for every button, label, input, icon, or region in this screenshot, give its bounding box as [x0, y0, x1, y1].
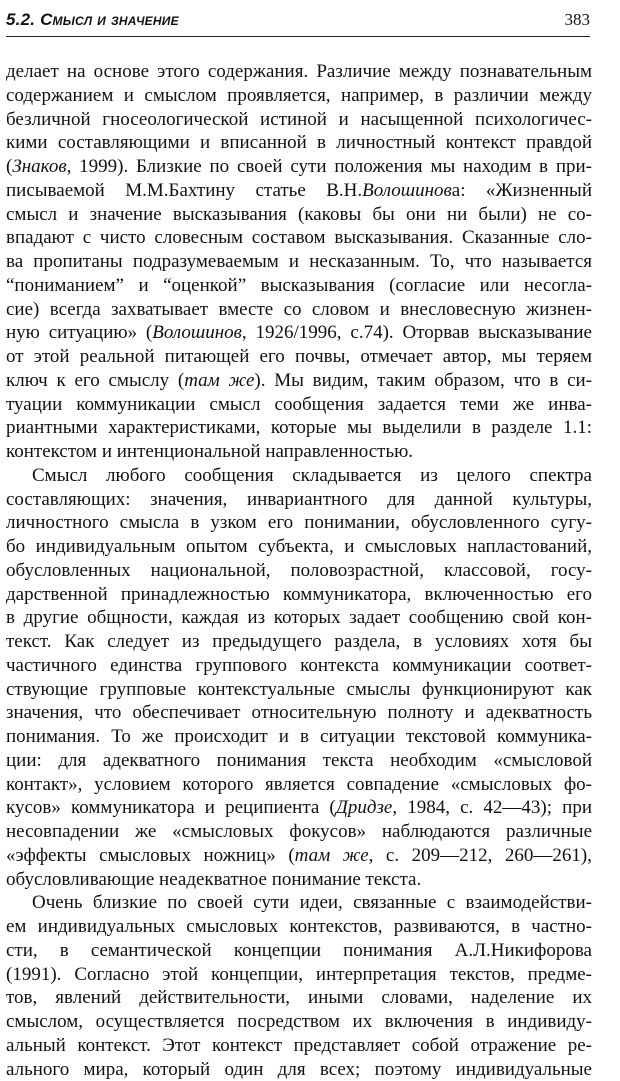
- text-line: текст. Как следует из предыдущего раздела, в условиях хотя бы: [6, 630, 592, 654]
- text-line: безличной гносеологической истиной и насыщенной психологичес-: [6, 108, 592, 132]
- text-line: в другие общности, каждая из которых задает сообщению свой кон-: [6, 606, 592, 630]
- page-number: 383: [565, 10, 591, 30]
- paragraph-end-line: контекстом и интенциональной направленностью.: [6, 440, 592, 464]
- text-line: впадают с чисто словесным составом высказывания. Сказанные сло-: [6, 226, 592, 250]
- text-line: риантными характеристиками, которые мы выделили в разделе 1.1:: [6, 416, 592, 440]
- text-line: от этой реальной питающей его почвы, отмечает автор, мы теряем: [6, 345, 592, 369]
- page-header: [6, 6, 590, 37]
- text-line: ального мира, который один для всех; поэтому индивидуальные: [6, 1058, 592, 1081]
- text-line: содержанием и смыслом проявляется, например, в различии между: [6, 84, 592, 108]
- paragraph-end-line: обусловливающие неадекватное понимание текста.: [6, 868, 592, 892]
- text-line: ем индивидуальных смысловых контекстов, развиваются, в частно-: [6, 915, 592, 939]
- text-line: кими составляющими и вписанной в личностный контекст правдой: [6, 131, 592, 155]
- text-line: смыслом, осуществляется посредством их включения в индивиду-: [6, 1010, 592, 1034]
- text-line: смысл и значение высказывания (каковы бы они ни были) не со-: [6, 203, 592, 227]
- body-text: [6, 60, 592, 1081]
- text-line: частичного единства группового контекста коммуникации соответ-: [6, 654, 592, 678]
- text-line: ключ к его смыслу (там же). Мы видим, таким образом, что в си-: [6, 369, 592, 393]
- running-head: 5.2. Смысл и значение: [6, 10, 179, 30]
- paragraph-start-line: Очень близкие по своей сути идеи, связанные с взаимодействи-: [6, 891, 592, 915]
- text-line: личностного смысла в узком его понимании, обусловленного сугу-: [6, 511, 592, 535]
- text-line: дарственной принадлежностью коммуникатора, включенностью его: [6, 583, 592, 607]
- text-line: ную ситуацию» (Волошинов, 1926/1996, с.74). Оторвав высказывание: [6, 321, 592, 345]
- text-line: ствующие групповые контекстуальные смыслы функционируют как: [6, 678, 592, 702]
- text-line: альный контекст. Этот контекст представляет собой отражение ре-: [6, 1034, 592, 1058]
- text-line: понимания. То же происходит и в ситуации текстовой коммуника-: [6, 725, 592, 749]
- text-line: контакт», условием которого является совпадение «смысловых фо-: [6, 773, 592, 797]
- text-line: делает на основе этого содержания. Различие между познавательным: [6, 60, 592, 84]
- text-line: «эффекты смысловых ножниц» (там же, с. 209—212, 260—261),: [6, 844, 592, 868]
- text-line: ва пропитаны подразумеваемым и несказанным. То, что называется: [6, 250, 592, 274]
- text-line: ции: для адекватного понимания текста необходим «смысловой: [6, 749, 592, 773]
- text-line: кусов» коммуникатора и реципиента (Дридзе, 1984, с. 42—43); при: [6, 796, 592, 820]
- paragraph-start-line: Смысл любого сообщения складывается из целого спектра: [6, 464, 592, 488]
- text-line: обусловленных национальной, половозрастной, классовой, госу-: [6, 559, 592, 583]
- text-line: несовпадении же «смысловых фокусов» наблюдаются различные: [6, 820, 592, 844]
- text-line: (1991). Согласно этой концепции, интерпретация текстов, предме-: [6, 963, 592, 987]
- text-line: сие) всегда захватывает вместе со словом и внесловесную жизнен-: [6, 298, 592, 322]
- text-line: (Знаков, 1999). Близкие по своей сути положения мы находим в при-: [6, 155, 592, 179]
- text-line: сти, в семантической концепции понимания А.Л.Никифорова: [6, 939, 592, 963]
- text-line: “пониманием” и “оценкой” высказывания (согласие или несогла-: [6, 274, 592, 298]
- text-line: писываемой М.М.Бахтину статье В.Н.Волошинова: «Жизненный: [6, 179, 592, 203]
- text-line: значения, что обеспечивает относительную полноту и адекватность: [6, 701, 592, 725]
- text-line: туации коммуникации смысл сообщения задается теми же инва-: [6, 393, 592, 417]
- text-line: тов, явлений действительности, иными словами, наделение их: [6, 986, 592, 1010]
- text-line: составляющих: значения, инвариантного для данной культуры,: [6, 488, 592, 512]
- text-line: бо индивидуальным опытом субъекта, и смысловых напластований,: [6, 535, 592, 559]
